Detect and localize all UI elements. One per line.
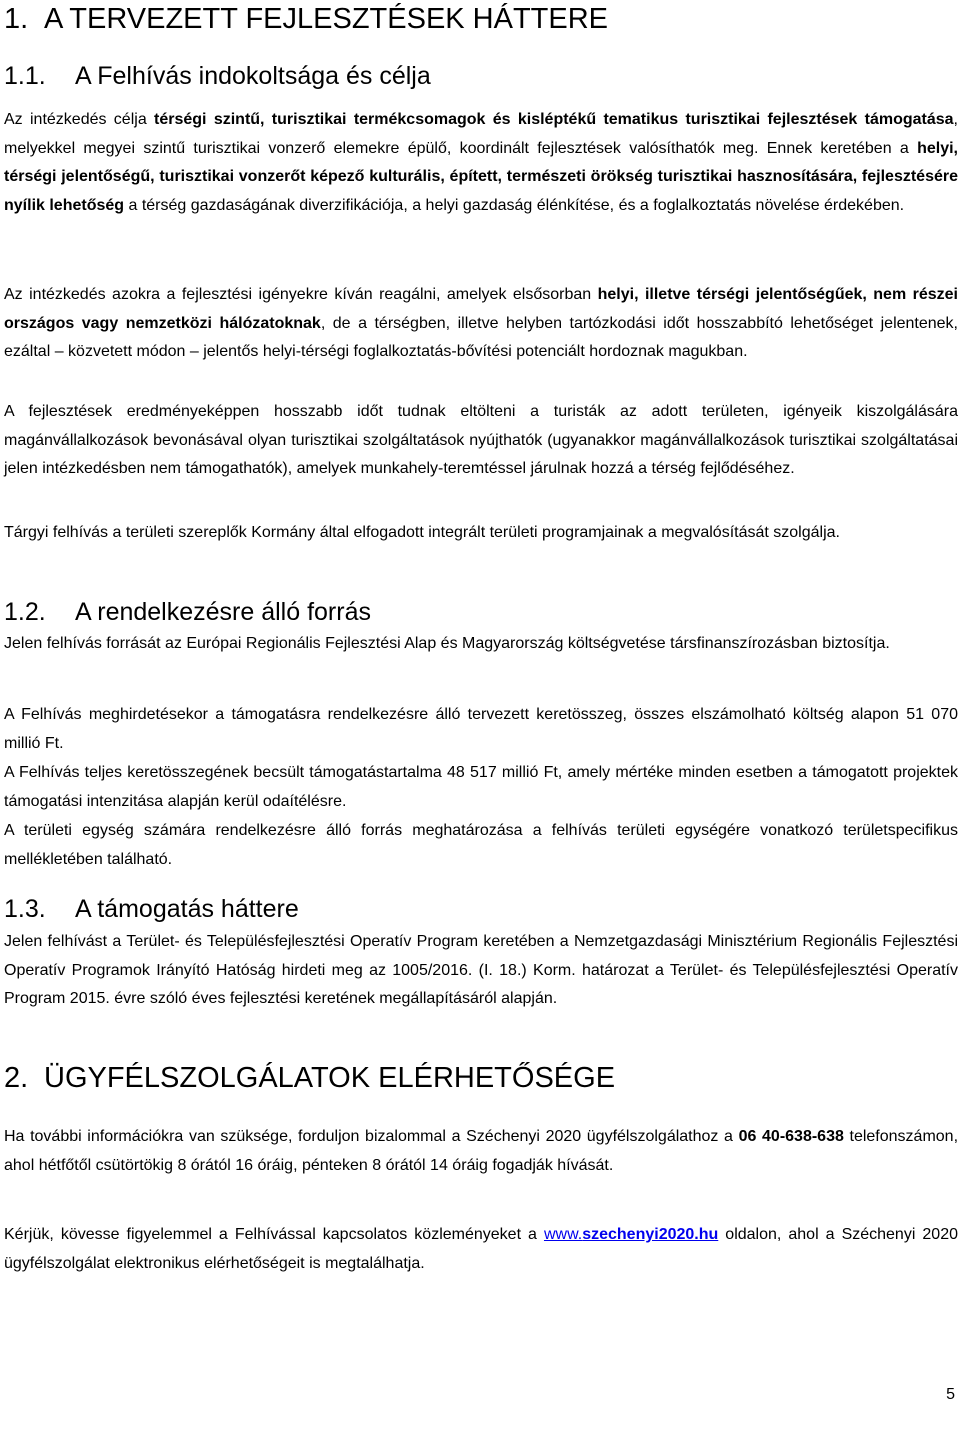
text-run: Az intézkedés azokra a fejlesztési igényekre kíván reagálni, amelyek elsősorban <box>4 286 598 303</box>
paragraph-helpdesk <box>4 1123 958 1180</box>
section-title: A TERVEZETT FEJLESZTÉSEK HÁTTERE <box>44 3 609 35</box>
phone-number: 06 40-638-638 <box>738 1128 844 1145</box>
paragraph-funding-source: Jelen felhívás forrását az Európai Regionális Fejlesztési Alap és Magyarország költségvetése társfinanszírozásban biztosítja. <box>4 635 890 652</box>
text-run: Kérjük, kövesse figyelemmel a Felhívással kapcsolatos közleményeket a <box>4 1226 544 1243</box>
paragraph-results: A fejlesztések eredményeképpen hosszabb időt tudnak eltölteni a turisták az adott területen, igényeik kiszolgálására magánvállalkozások bevonásával olyan turisztikai szolgáltatások nyújthatók (ugyanakkor magánvállalkozások turisztikai szolgáltatásai jelen intézkedésben nem támogathatók), amelyek munkahely-teremtéssel járulnak hozzá a térség fejlődéséhez. <box>4 403 958 477</box>
text-run: oldalon, ahol a Széchenyi 2020 ügyfélszolgálat elektronikus elérhetőségeit is megtalálhatja. <box>4 1226 959 1272</box>
link-prefix: www. <box>543 1226 583 1243</box>
section-title: A rendelkezésre álló forrás <box>75 598 371 626</box>
text-run: Ha további információkra van szüksége, forduljon bizalommal a Széchenyi 2020 ügyfélszolgálathoz a <box>4 1128 739 1145</box>
subsection-heading-1-2 <box>4 596 371 628</box>
section-number: 1.3. <box>4 895 46 923</box>
paragraph-intro <box>4 106 958 220</box>
text-run: telefonszámon, ahol hétfőtől csütörtökig 8 órától 16 óráig, pénteken 8 órától 14 óráig fogadják hívását. <box>4 1128 959 1174</box>
paragraph-website <box>4 1221 958 1278</box>
paragraph-needs <box>4 281 958 367</box>
paragraph-background: Jelen felhívást a Terület- és Településfejlesztési Operatív Program keretében a Nemzetgazdasági Minisztérium Regionális Fejlesztési Operatív Programok Irányító Hatóság hirdeti meg az 1005/2016. (I. 18.) Korm. határozat a Terület- és Településfejlesztési Operatív Program 2015. évre szóló éves fejlesztési keretének megállapításáról alapján. <box>4 933 958 1007</box>
text-run: , de a térségben, illetve helyben tartózkodási időt hosszabbító lehetőséget jelentenek, ezáltal – közvetett módon – jelentős helyi-térségi foglalkoztatás-bővítési potenciált hordoznak magukban. <box>4 314 959 360</box>
paragraph-subject: Tárgyi felhívás a területi szereplők Kormány által elfogadott integrált területi programjainak a megvalósítását szolgálja. <box>4 524 840 541</box>
paragraph-support-content: A Felhívás teljes keretösszegének becsült támogatástartalma 48 517 millió Ft, amely mértéke minden esetben a támogatott projektek támogatási intenzitása alapján kerül odaítélésre. <box>4 764 958 810</box>
link-domain: szechenyi2020.hu <box>582 1226 719 1243</box>
section-heading-1 <box>4 1 608 37</box>
page-number: 5 <box>946 1386 955 1403</box>
section-title: ÜGYFÉLSZOLGÁLATOK ELÉRHETŐSÉGE <box>44 1062 616 1094</box>
section-number: 1. <box>4 3 29 35</box>
section-title: A Felhívás indokoltsága és célja <box>75 62 431 90</box>
paragraph-budget: A Felhívás meghirdetésekor a támogatásra rendelkezésre álló tervezett keretösszeg, összes elszámolható költség alapon 51 070 millió Ft. <box>4 706 958 752</box>
section-number: 1.1. <box>4 62 46 90</box>
section-title: A támogatás háttere <box>75 895 299 923</box>
text-run: , melyekkel megyei szintű turisztikai vonzerő elemekre épülő, koordinált fejlesztések valósíthatók meg. Ennek keretében a <box>4 111 958 157</box>
paragraph-territorial: A területi egység számára rendelkezésre álló forrás meghatározása a felhívás területi egységére vonatkozó területspecifikus mellékletében található. <box>4 822 958 868</box>
section-number: 2. <box>4 1062 29 1094</box>
section-heading-2 <box>4 1060 615 1096</box>
text-run: a térség gazdaságának diverzifikációja, a helyi gazdaság élénkítése, és a foglalkoztatás növelése érdekében. <box>124 196 905 214</box>
section-number: 1.2. <box>4 598 46 626</box>
bold-text: térségi szintű, turisztikai termékcsomagok és kisléptékű tematikus turisztikai fejlesztések támogatása <box>154 111 954 128</box>
subsection-heading-1-1 <box>4 60 431 92</box>
subsection-heading-1-3 <box>4 893 299 925</box>
bold-text: helyi, térségi jelentőségű, turisztikai vonzerőt képező kulturális, épített, természeti örökség turisztikai hasznosítására, fejlesztésére nyílik lehetőség <box>4 139 958 214</box>
text-run: Az intézkedés célja <box>4 111 155 128</box>
bold-text: helyi, illetve térségi jelentőségűek, nem részei országos vagy nemzetközi hálózatoknak <box>4 286 958 332</box>
website-link[interactable] <box>544 1226 718 1243</box>
